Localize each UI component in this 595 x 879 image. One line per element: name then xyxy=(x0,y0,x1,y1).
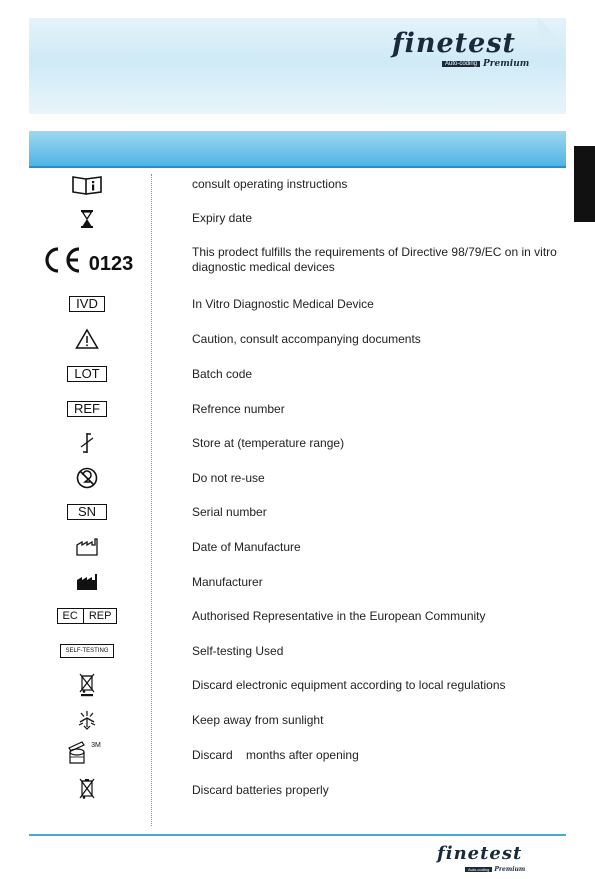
symbol-row xyxy=(0,324,595,354)
ref-box-icon: REF xyxy=(40,394,134,424)
symbol-row xyxy=(0,774,595,804)
symbol-label: Do not re-use xyxy=(192,471,265,485)
symbol-row xyxy=(0,705,595,735)
brand-name-footer: finetest xyxy=(437,843,523,864)
symbol-row xyxy=(0,601,595,631)
symbol-row xyxy=(0,204,595,234)
factory-outline-icon xyxy=(40,532,134,562)
sn-box-icon: SN xyxy=(40,497,134,527)
symbol-label: Store at (temperature range) xyxy=(192,436,345,450)
symbol-label: Date of Manufacture xyxy=(192,540,301,554)
symbol-label: consult operating instructions xyxy=(192,177,348,191)
ivd-box-icon: IVD xyxy=(40,289,134,319)
symbol-row xyxy=(0,463,595,493)
crossed-bin-battery-icon xyxy=(40,774,134,804)
brand-badge: Auto-coding xyxy=(442,61,480,67)
symbol-label: Discard months after opening xyxy=(192,748,359,762)
symbol-label: Caution, consult accompanying documents xyxy=(192,332,421,346)
symbol-label: Serial number xyxy=(192,505,267,519)
symbol-row xyxy=(0,567,595,597)
ec-rep-box-icon: EC REP xyxy=(40,601,134,631)
symbol-row xyxy=(0,497,595,527)
keep-from-sunlight-icon xyxy=(40,705,134,735)
symbol-row xyxy=(0,428,595,458)
ce-notified-body-number: 0123 xyxy=(88,252,134,275)
open-jar-period: 3M xyxy=(91,741,101,749)
title-bar-underline xyxy=(29,166,566,168)
symbol-label: Authorised Representative in the European Community xyxy=(192,609,486,623)
symbol-row xyxy=(0,289,595,319)
symbol-row xyxy=(0,532,595,562)
book-info-icon xyxy=(40,170,134,200)
crossed-bin-icon xyxy=(40,670,134,700)
brand-badge-footer: Auto-coding xyxy=(465,867,492,872)
section-title-bar xyxy=(29,131,566,166)
brand-logo-top xyxy=(392,28,529,73)
brand-logo-bottom xyxy=(437,843,525,879)
self-testing-box-icon: SELF-TESTING xyxy=(40,636,134,666)
symbol-label: This prodect fulfills the requirements of Directive 98/79/EC on in vitro diagnostic medical devices xyxy=(192,245,557,274)
hourglass-icon xyxy=(40,204,134,234)
symbol-label: Keep away from sunlight xyxy=(192,713,324,727)
factory-filled-icon xyxy=(40,567,134,597)
brand-name: finetest xyxy=(392,28,517,59)
symbol-row xyxy=(0,359,595,389)
brand-tier: Premium xyxy=(483,58,530,69)
symbol-row xyxy=(0,170,595,200)
open-jar-icon xyxy=(40,738,134,768)
symbol-label: Expiry date xyxy=(192,211,253,225)
symbol-label: Refrence number xyxy=(192,402,285,416)
page-corner-fold xyxy=(538,18,566,46)
symbol-label: Batch code xyxy=(192,367,253,381)
symbol-row xyxy=(0,240,595,280)
symbol-label: Discard electronic equipment according to local regulations xyxy=(192,678,506,692)
symbol-row xyxy=(0,394,595,424)
lot-box-icon: LOT xyxy=(40,359,134,389)
symbol-label: Manufacturer xyxy=(192,575,263,589)
symbol-row xyxy=(0,670,595,700)
symbol-row xyxy=(0,636,595,666)
thermometer-range-icon xyxy=(40,428,134,458)
ce-mark-icon xyxy=(40,240,134,280)
symbol-label: Self-testing Used xyxy=(192,644,284,658)
symbol-row xyxy=(0,738,595,768)
warning-triangle-icon xyxy=(40,324,134,354)
no-reuse-icon xyxy=(40,463,134,493)
symbol-label: Discard batteries properly xyxy=(192,783,329,797)
symbol-label: In Vitro Diagnostic Medical Device xyxy=(192,297,374,311)
brand-tier-footer: Premium xyxy=(494,866,526,874)
footer-rule xyxy=(29,834,566,836)
